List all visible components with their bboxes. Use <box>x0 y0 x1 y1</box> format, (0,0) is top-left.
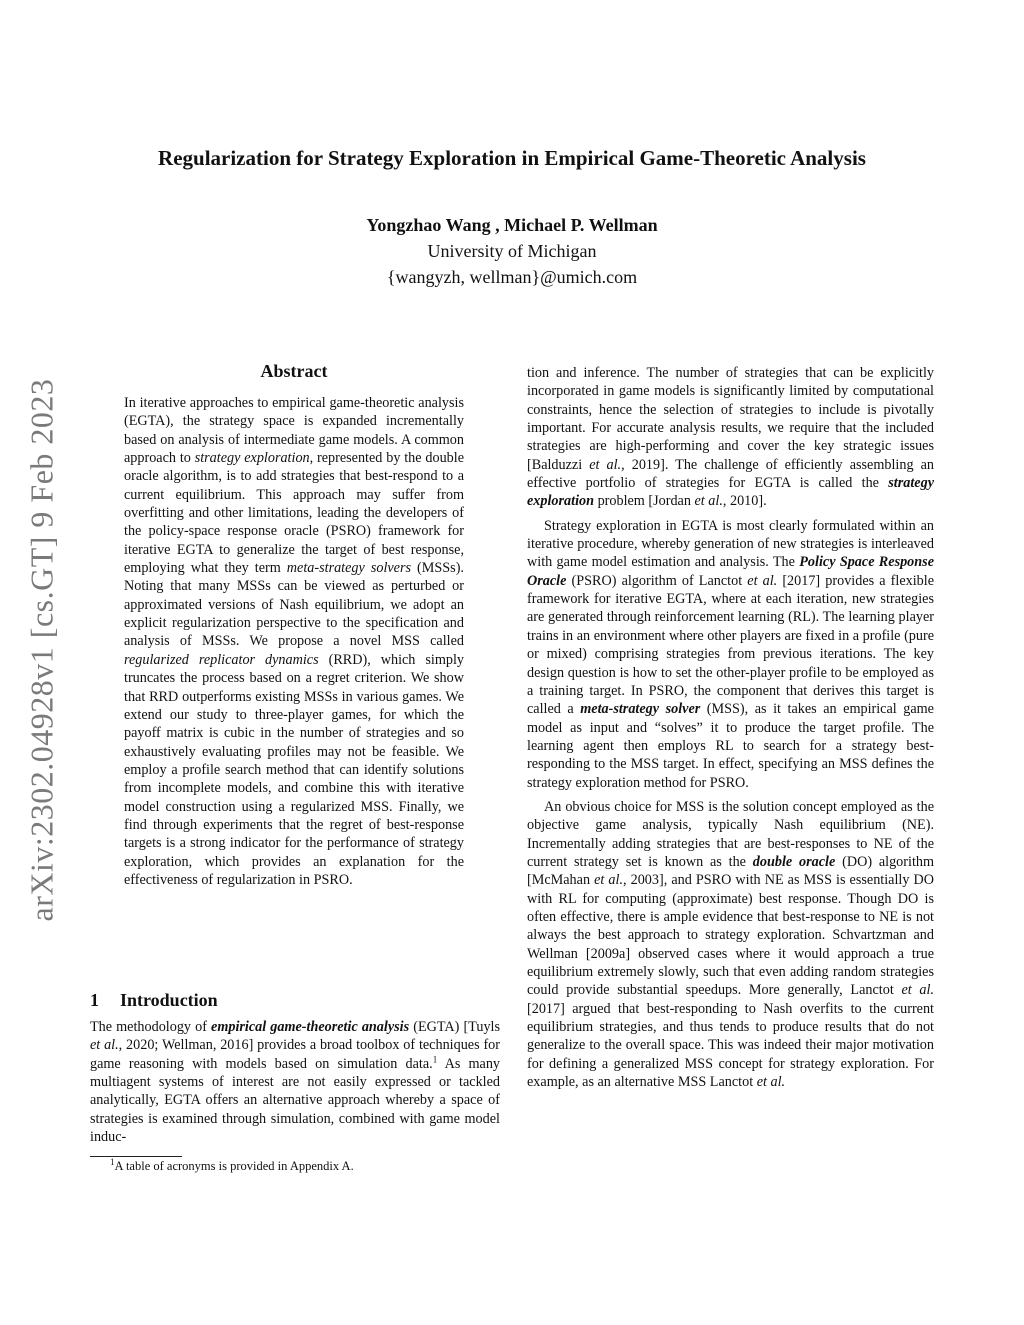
right-paragraph-3 <box>527 798 934 1092</box>
italic-text: et al. <box>747 572 778 589</box>
text-run: , 2020; Wellman, 2016] provides a broad toolbox of techniques for game reasoning with models based on simulation data. <box>90 1037 500 1072</box>
italic-text: et al. <box>694 493 723 510</box>
emphasis-term: empirical game-theoretic analysis <box>211 1019 410 1035</box>
author-names: Yongzhao Wang , Michael P. Wellman <box>366 215 658 235</box>
italic-text: et al. <box>756 1074 786 1091</box>
text-run: [2017] argued that best-responding to Nash overfits to the current equilibrium strategies, and thus tends to produce results that do not generalize to the overall space. This was indeed their major motivation for defining a generalized MSS concept for strategy exploration. For example, as an alternative MSS Lanctot <box>527 1000 934 1091</box>
text-run: (MSS), as it takes an empirical game model as input and “solves” it to produce the target profile. The learning agent then employs RL to search for a strategy best-responding to the MSS target. In effect, specifying an MSS defines the strategy exploration method for PSRO. <box>527 701 934 791</box>
section-number: 1 <box>90 990 99 1010</box>
author-block <box>0 212 1024 290</box>
italic-text: strategy exploration <box>194 450 310 467</box>
right-paragraph-2 <box>527 517 934 792</box>
author-affiliation: University of Michigan <box>427 241 597 261</box>
footnote <box>110 1158 500 1174</box>
intro-body <box>90 1018 500 1146</box>
right-paragraph-1 <box>527 364 934 511</box>
footnote-rule <box>90 1156 182 1157</box>
italic-text: et al. <box>90 1037 119 1054</box>
italic-text: et al. <box>901 982 934 999</box>
text-run: An obvious choice for MSS is the solution concept employed as the objective game analysis, typically Nash equilibrium (NE). Incrementally adding strategies that are best-responses to NE of the current strategy set is known as the <box>527 798 934 870</box>
abstract-paragraph <box>124 394 464 889</box>
section-title: Introduction <box>120 990 218 1010</box>
emphasis-term: Policy Space Response Oracle <box>527 554 934 589</box>
text-run: , represented by the double oracle algorithm, is to add strategies that best-respond to a current equilibrium. This approach may suffer from overfitting and other limitations, leading the developers of the policy-space response oracle (PSRO) framework for iterative EGTA to generalize the target of best response, employing what they term <box>124 450 465 577</box>
abstract-heading: Abstract <box>260 361 328 381</box>
italic-text: regularized replicator dynamics <box>124 651 319 668</box>
text-run: , 2010]. <box>722 493 767 510</box>
text-run: tion and inference. The number of strategies that can be explicitly incorporated in game models is significantly limited by computational constraints, hence the selection of strategies to include is pivotally important. For accurate analysis results, we require that the included strategies are high-performing and cover the key strategic issues [Balduzzi <box>527 365 934 473</box>
section-heading <box>90 990 500 1011</box>
footnote-mark: 1 <box>110 1156 115 1167</box>
italic-text: meta-strategy solvers <box>286 560 412 577</box>
intro-paragraph <box>90 1018 500 1146</box>
emphasis-term: double oracle <box>752 853 836 870</box>
footnote-text: A table of acronyms is provided in Appendix A. <box>114 1159 354 1173</box>
text-run: (RRD), which simply truncates the process based on a regret criterion. We show that RRD outperforms existing MSSs in various games. We extend our study to three-player games, for which the payoff matrix is cubic in the number of strategies and so exhaustively evaluating profiles may not be feasible. We employ a profile search method that can identify solutions from incomplete models, and combine this with iterative model construction using a regularized MSS. Finally, we find through experiments that the regret of best-response targets is a strong indicator for the performance of strategy exploration, which provides an explanation for the effectiveness of regularization in PSRO. <box>124 651 464 888</box>
text-run: [2017] provides a flexible framework for iterative EGTA, where at each iteration, new strategies are generated through reinforcement learning (RL). The learning player trains in an environment where other players are fixed in a profile (pure or mixed) comprising strategies from previous iterations. The key design question is how to set the other-player profile to be employed as a training target. In PSRO, the component that derives this target is called a <box>527 572 935 718</box>
text-run: , 2019]. The challenge of efficiently assembling an effective portfolio of strategies for EGTA is called the <box>527 456 934 492</box>
text-run: The methodology of <box>90 1019 212 1035</box>
text-run: (EGTA) [Tuyls <box>409 1019 500 1035</box>
text-run: problem [Jordan <box>594 493 695 510</box>
emphasis-term: strategy exploration <box>527 475 934 510</box>
text-run: (MSSs). Noting that many MSSs can be viewed as perturbed or approximated versions of Nash equilibrium, we adopt an explicit regularization perspective to the specification and analysis of MSSs. We propose a novel MSS called <box>124 560 464 650</box>
arxiv-stamp: arXiv:2302.04928v1 [cs.GT] 9 Feb 2023 <box>23 378 60 922</box>
text-run: , 2003], and PSRO with NE as MSS is essentially DO with RL for computing (approximate) best response. Though DO is often effective, there is ample evidence that best-response to NE is not always the best approach to strategy exploration. Schvartzman and Wellman [2009a] observed cases where it would approach a true equilibrium extremely slowly, such that even adding random strategies could provide substantial speedups. More generally, Lanctot <box>527 872 934 999</box>
abstract-body <box>124 394 464 889</box>
author-email: {wangyzh, wellman}@umich.com <box>386 267 638 287</box>
text-run: In iterative approaches to empirical game-theoretic analysis (EGTA), the strategy space is expanded incrementally based on analysis of intermediate game models. A common approach to <box>124 395 464 467</box>
right-column <box>527 364 934 1097</box>
italic-text: et al. <box>589 456 622 473</box>
emphasis-term: meta-strategy solver <box>580 701 701 718</box>
footnote-ref: 1 <box>432 1053 438 1064</box>
italic-text: et al. <box>594 872 623 889</box>
text-run: (PSRO) algorithm of Lanctot <box>566 572 748 589</box>
text-run: (DO) algorithm [McMahan <box>527 853 935 889</box>
paper-title: Regularization for Strategy Exploration in Empirical Game-Theoretic Analysis <box>158 146 866 170</box>
text-run: Strategy exploration in EGTA is most clearly formulated within an iterative procedure, whereby generation of new strategies is interleaved with game model estimation and analysis. The <box>527 517 934 571</box>
text-run: As many multiagent systems of interest are not easily expressed or tackled analytically, EGTA offers an alternative approach whereby a space of strategies is examined through simulation, combined with game model induc- <box>90 1055 501 1146</box>
